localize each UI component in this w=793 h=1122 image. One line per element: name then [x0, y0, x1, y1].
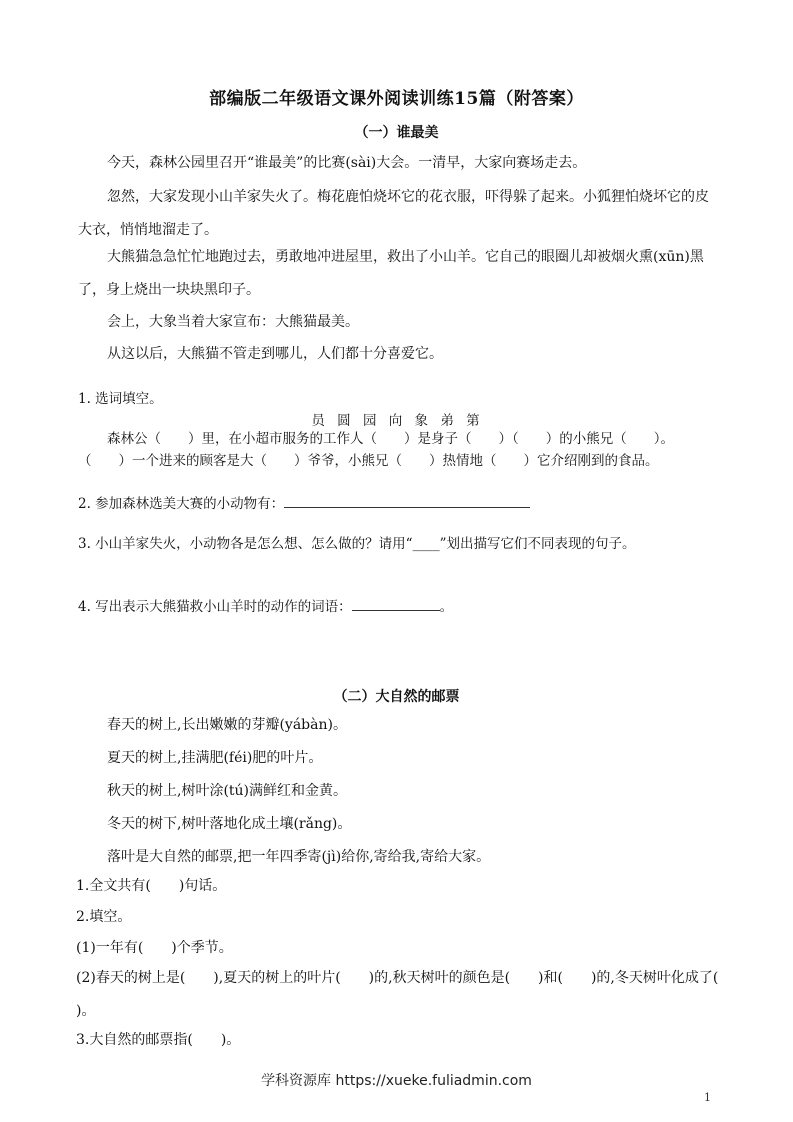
- section2-question-1: 1.全文共有( )句话。: [76, 878, 227, 894]
- footer-source: 学科资源库 https://xueke.fuliadmin.com: [261, 1073, 532, 1089]
- section2-question-3: 3.大自然的邮票指( )。: [76, 1032, 241, 1048]
- question-4-end: 。: [439, 599, 454, 615]
- section2-question-2-part-2: (2)春天的树上是( ),夏天的树上的叶片( )的,秋天树叶的颜色是( )和( )的,冬天树叶化成了( )。: [76, 970, 747, 1019]
- section1-paragraph-1: 今天，森林公园里召开“谁最美”的比赛(sài)大会。一清早，大家向赛场走去。: [107, 155, 587, 171]
- section2-question-2-part-1: (1)一年有( )个季节。: [76, 940, 233, 956]
- page-number: 1: [704, 1091, 711, 1104]
- section1-paragraph-4: 会上，大象当着大家宣布：大熊猫最美。: [107, 314, 359, 330]
- section1-paragraph-5: 从这以后，大熊猫不管走到哪儿，人们都十分喜爱它。: [107, 346, 443, 362]
- section2-paragraph-4: 冬天的树下,树叶落地化成土壤(rǎng)。: [107, 816, 352, 832]
- section2-heading: （二）大自然的邮票: [333, 689, 460, 705]
- question-2-answer-line[interactable]: [284, 492, 530, 508]
- question-4: [78, 595, 718, 618]
- question-4-text: 4. 写出表示大熊猫救小山羊时的动作的词语：: [78, 599, 352, 615]
- section1-paragraph-3: 大熊猫急急忙忙地跑过去，勇敢地冲进屋里，救出了小山羊。它自己的眼圈儿却被烟火熏(xūn)黑了，身上烧出一块块黑印子。: [78, 249, 704, 298]
- question-2: [78, 492, 718, 515]
- question-1-line-1: 森林公（ ）里，在小超市服务的工作人（ ）是身子（ ）（ ）的小熊兄（ ）。: [107, 431, 674, 447]
- section2-paragraph-3: 秋天的树上,树叶涂(tú)满鲜红和金黄。: [107, 783, 348, 799]
- question-3: 3. 小山羊家失火，小动物各是怎么想、怎么做的？请用“____”划出描写它们不同表现的句子。: [78, 536, 636, 552]
- question-1-line-2: （ ）一个进来的顾客是大（ ）爷爷，小熊兄（ ）热情地（ ）它介绍刚到的食品。: [78, 453, 659, 469]
- question-4-answer-line[interactable]: [352, 595, 440, 611]
- section2-paragraph-1: 春天的树上,长出嫩嫩的芽瓣(yábàn)。: [107, 717, 347, 733]
- section2-paragraph-5: 落叶是大自然的邮票,把一年四季寄(jì)给你,寄给我,寄给大家。: [107, 849, 491, 865]
- document-title: 部编版二年级语文课外阅读训练15篇（附答案）: [209, 89, 584, 109]
- section2-paragraph-2: 夏天的树上,挂满肥(féi)肥的叶片。: [107, 750, 323, 766]
- section2-question-2: 2.填空。: [76, 909, 132, 925]
- section1-heading: （一）谁最美: [354, 125, 439, 141]
- section1-paragraph-2: 忽然，大家发现小山羊家失火了。梅花鹿怕烧坏它的花衣服，吓得躲了起来。小狐狸怕烧坏它的皮大衣，悄悄地溜走了。: [78, 189, 709, 238]
- question-1-prompt: 1. 选词填空。: [78, 391, 163, 407]
- question-2-text: 2. 参加森林选美大赛的小动物有：: [78, 496, 285, 512]
- question-1-word-choices: 员 圆 园 向 象 弟 第: [311, 413, 482, 429]
